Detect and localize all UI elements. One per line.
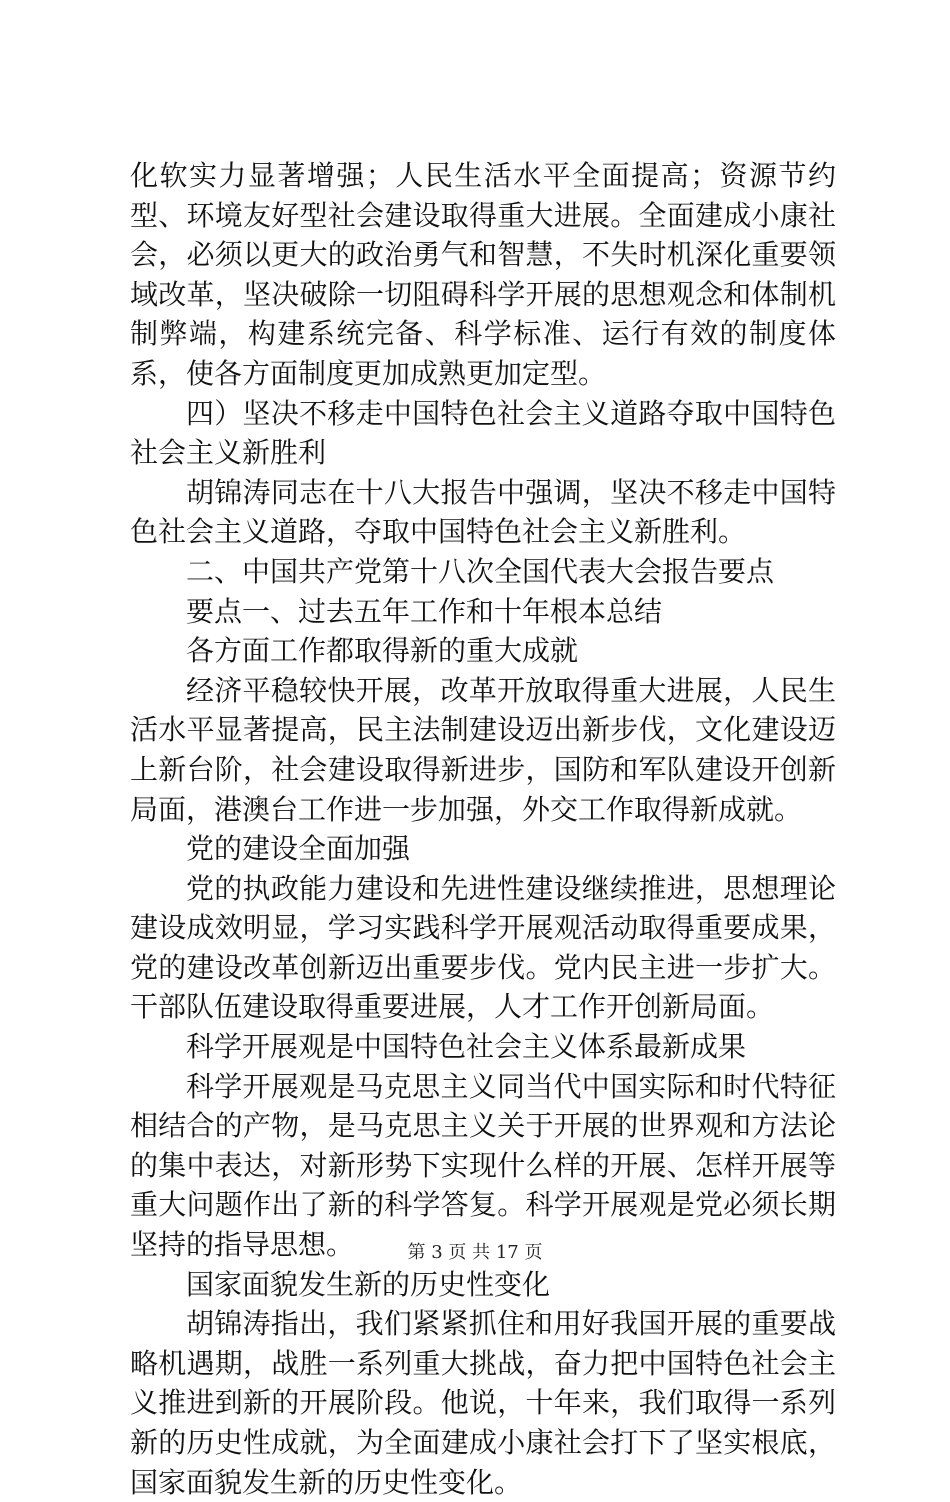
- paragraph-3: 经济平稳较快开展，改革开放取得重大进展，人民生活水平显著提高，民主法制建设迈出新步伐，文化建设迈上新台阶，社会建设取得新进步，国防和军队建设开创新局面，港澳台工作进一步加强，外交工作取得新成就。: [130, 673, 836, 826]
- paragraph-2: 胡锦涛同志在十八大报告中强调，坚决不移走中国特色社会主义道路，夺取中国特色社会主义新胜利。: [130, 475, 836, 549]
- subheading-scientific-development: 科学开展观是中国特色社会主义体系最新成果: [186, 1030, 747, 1064]
- subheading-achievements: 各方面工作都取得新的重大成就: [186, 634, 579, 668]
- paragraph-6: 胡锦涛指出，我们紧紧抓住和用好我国开展的重要战略机遇期，战胜一系列重大挑战，奋力把中国特色社会主义推进到新的开展阶段。他说，十年来，我们取得一系列新的历史性成就，为全面建成小康社会打下了坚实根底，国家面貌发生新的历史性变化。: [130, 1307, 836, 1499]
- section-heading-4: 四）坚决不移走中国特色社会主义道路夺取中国特色社会主义新胜利: [130, 396, 836, 470]
- subheading-national-changes: 国家面貌发生新的历史性变化: [186, 1267, 551, 1301]
- point-heading-1: 要点一、过去五年工作和十年根本总结: [186, 594, 663, 628]
- page-number-footer: 第 3 页 共 17 页: [407, 1242, 543, 1263]
- paragraph-1: 化软实力显著增强；人民生活水平全面提高；资源节约型、环境友好型社会建设取得重大进展。全面建成小康社会，必须以更大的政治勇气和智慧，不失时机深化重要领域改革，坚决破除一切阻碍科学开展的思想观念和体制机制弊端，构建系统完备、科学标准、运行有效的制度体系，使各方面制度更加成熟更加定型。: [130, 159, 836, 390]
- subheading-party-building: 党的建设全面加强: [186, 832, 411, 866]
- paragraph-5: 科学开展观是马克思主义同当代中国实际和时代特征相结合的产物，是马克思主义关于开展的世界观和方法论的集中表达，对新形势下实现什么样的开展、怎样开展等重大问题作出了新的科学答复。科学开展观是党必须长期坚持的指导思想。: [130, 1069, 836, 1262]
- document-body: [130, 156, 836, 1502]
- paragraph-4: 党的执政能力建设和先进性建设继续推进，思想理论建设成效明显，学习实践科学开展观活动取得重要成果，党的建设改革创新迈出重要步伐。党内民主进一步扩大。干部队伍建设取得重要进展，人才工作开创新局面。: [130, 871, 836, 1024]
- section-heading-2: 二、中国共产党第十八次全国代表大会报告要点: [186, 554, 775, 588]
